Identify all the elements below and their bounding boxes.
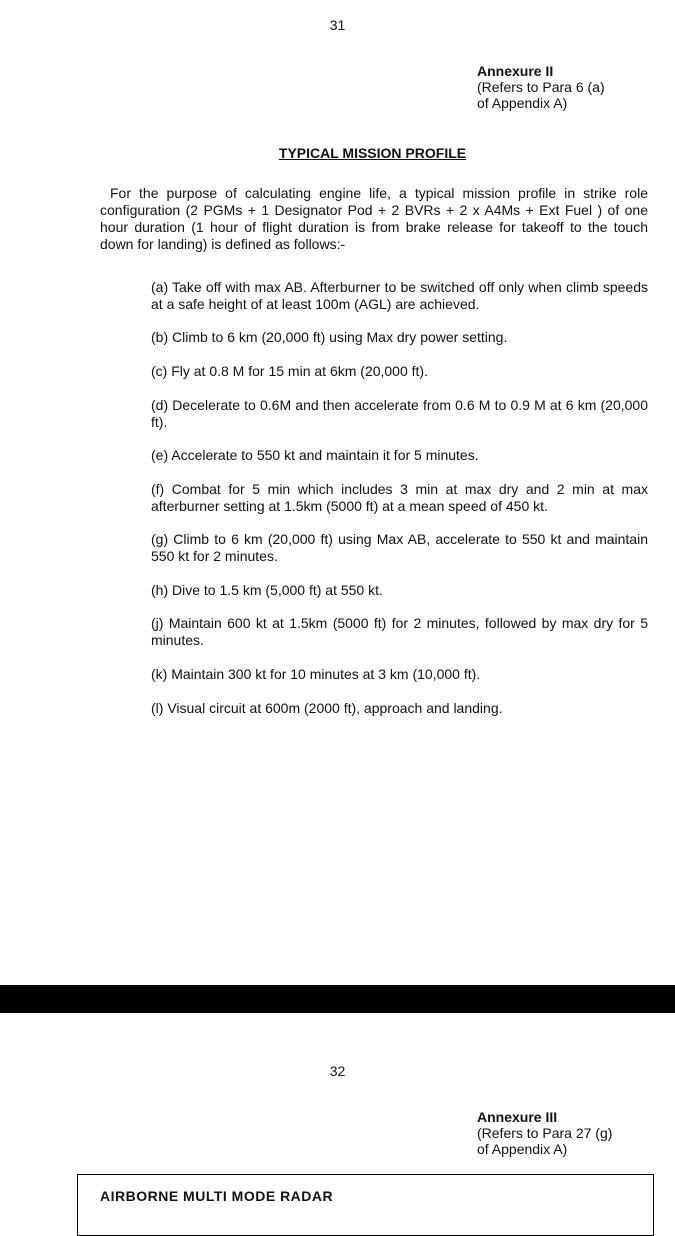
list-item: (h) Dive to 1.5 km (5,000 ft) at 550 kt. bbox=[151, 582, 383, 598]
list-item: (e) Accelerate to 550 kt and maintain it for 5 minutes. bbox=[151, 447, 479, 463]
list-item: (d) Decelerate to 0.6M and then accelerate from 0.6 M to 0.9 M at 6 km (20,000 ft). bbox=[151, 397, 648, 430]
list-item: (f) Combat for 5 min which includes 3 min at max dry and 2 min at max afterburner setting at 1.5km (5000 ft) at a mean speed of 450 kt. bbox=[151, 481, 648, 514]
list-item: (j) Maintain 600 kt at 1.5km (5000 ft) for 2 minutes, followed by max dry for 5 minutes. bbox=[151, 615, 648, 648]
annexure-appendix: of Appendix A) bbox=[477, 1141, 568, 1157]
document-page-32 bbox=[0, 1013, 675, 1200]
section-box bbox=[77, 1174, 654, 1236]
section-heading: TYPICAL MISSION PROFILE bbox=[278, 145, 467, 161]
annexure-title: Annexure III bbox=[477, 1109, 558, 1125]
list-item: (b) Climb to 6 km (20,000 ft) using Max dry power setting. bbox=[151, 329, 508, 345]
annexure-reference: (Refers to Para 27 (g) bbox=[477, 1125, 613, 1141]
box-title: AIRBORNE MULTI MODE RADAR bbox=[100, 1188, 334, 1204]
annexure-title: Annexure II bbox=[477, 63, 554, 79]
annexure-appendix: of Appendix A) bbox=[477, 95, 568, 111]
intro-paragraph: For the purpose of calculating engine life, a typical mission profile in strike role configuration (2 PGMs + 1 Designator Pod + 2 BVRs + 2 x A4Ms + Ext Fuel ) of one hour duration (1 hour of flight duration is from brake release for takeoff to the touch down for landing) is defined as follows:- bbox=[100, 185, 648, 252]
list-item: (k) Maintain 300 kt for 10 minutes at 3 km (10,000 ft). bbox=[151, 666, 481, 682]
page-number: 31 bbox=[329, 17, 346, 33]
annexure-block bbox=[477, 1109, 612, 1157]
page-number: 32 bbox=[329, 1063, 346, 1079]
page-separator bbox=[0, 985, 675, 1013]
list-item: (l) Visual circuit at 600m (2000 ft), approach and landing. bbox=[151, 700, 503, 716]
annexure-reference: (Refers to Para 6 (a) bbox=[477, 79, 605, 95]
mission-profile-list bbox=[151, 279, 648, 717]
list-item: (g) Climb to 6 km (20,000 ft) using Max AB, accelerate to 550 kt and maintain 550 kt for 2 minutes. bbox=[151, 531, 648, 564]
list-item: (a) Take off with max AB. Afterburner to be switched off only when climb speeds at a safe height of at least 100m (AGL) are achieved. bbox=[151, 279, 648, 312]
list-item: (c) Fly at 0.8 M for 15 min at 6km (20,000 ft). bbox=[151, 363, 428, 379]
annexure-block bbox=[477, 63, 605, 111]
